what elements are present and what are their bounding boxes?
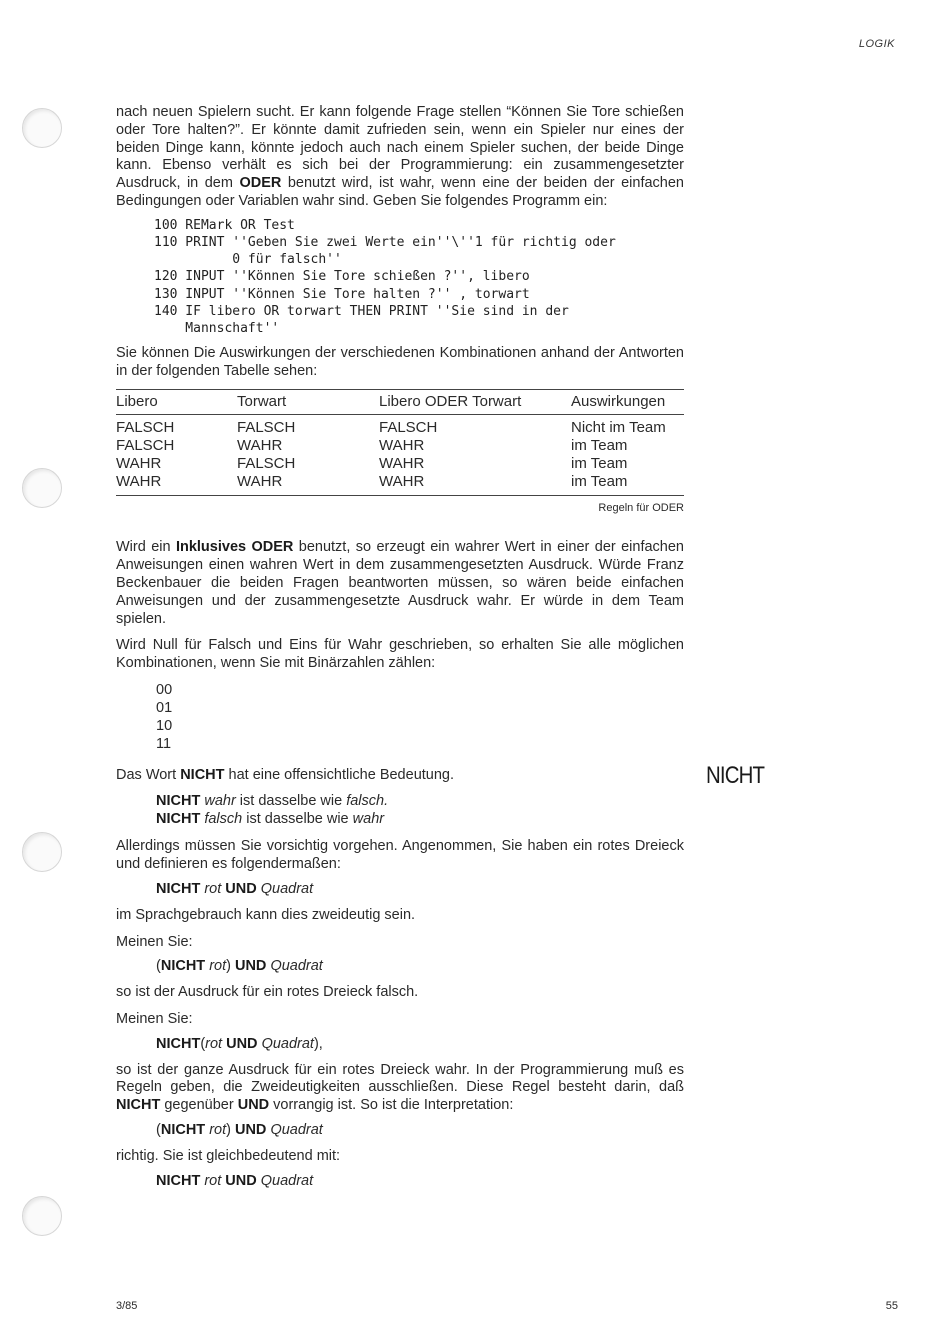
meinen-text: Meinen Sie: [116, 1010, 193, 1027]
table-header: Libero [116, 389, 237, 414]
table-cell: WAHR [237, 473, 379, 496]
code-line: Mannschaft'' [154, 321, 280, 336]
page-number: 55 [885, 1300, 898, 1312]
punch-hole [22, 108, 62, 148]
table-row [116, 414, 684, 437]
formula: NICHT rot UND Quadrat [156, 1172, 314, 1189]
table-cell: WAHR [379, 436, 425, 454]
table-row [116, 455, 684, 473]
ambiguous-text: im Sprachgebrauch kann dies zweideutig sein. [116, 906, 416, 923]
table-cell: FALSCH [379, 418, 438, 436]
binary-item: 11 [156, 735, 172, 752]
binary-item: 00 [156, 681, 173, 698]
binary-intro: Wird Null für Falsch und Eins für Wahr geschrieben, so erhalten Sie alle möglichen Kombinationen, wenn Sie mit Binärzahlen zählen: [116, 637, 684, 672]
table-cell: WAHR [116, 473, 237, 496]
table-cell: WAHR [116, 454, 162, 472]
table-cell: FALSCH [116, 418, 175, 436]
punch-hole [22, 832, 62, 872]
punch-hole [22, 468, 62, 508]
caution-paragraph: Allerdings müssen Sie vorsichtig vorgehen. Angenommen, Sie haben ein rotes Dreieck und definieren es folgendermaßen: [116, 838, 684, 873]
code-line: 100 REMark OR Test [154, 217, 295, 233]
inclusive-paragraph: Wird ein Inklusives ODER benutzt, so erzeugt ein wahrer Wert in einer der einfachen Anweisungen einen wahren Wert in dem zusammengesetzten Ausdruck. Würde Franz Beckenbauer die beiden Fragen beantworten müssen, so wären beide einfachen Anweisungen und der zusammengesetzte Ausdruck wahr. Er würde in dem Team spielen. [116, 539, 684, 627]
footer-date: 3/85 [116, 1300, 138, 1312]
binary-list [156, 681, 684, 753]
rule-paragraph: so ist der ganze Ausdruck für ein rotes Dreieck wahr. In der Programmierung muß es Regeln geben, die Zweideutigkeiten ausschließen. Diese Regel besteht darin, daß NICHT gegenüber UND vorrangig ist. So ist die Interpretation: [116, 1061, 684, 1114]
code-line: 110 PRINT ''Geben Sie zwei Werte ein''\''1 für richtig oder [154, 234, 616, 250]
formula: NICHT rot UND Quadrat [156, 880, 314, 897]
table-cell: Nicht im Team [571, 418, 666, 436]
table-row [116, 473, 684, 496]
code-line: 0 für falsch'' [154, 252, 342, 268]
table-row [116, 437, 684, 455]
table-caption: Regeln für ODER [598, 501, 684, 514]
formula: NICHT(rot UND Quadrat), [156, 1035, 323, 1052]
table-header: Libero ODER Torwart [379, 389, 571, 414]
table-cell: FALSCH [237, 454, 296, 472]
nicht-intro: Das Wort NICHT hat eine offensichtliche Bedeutung. [116, 766, 455, 783]
table-intro: Sie können Die Auswirkungen der verschiedenen Kombinationen anhand der Antworten in der folgenden Tabelle sehen: [116, 345, 684, 379]
code-line: 130 INPUT ''Können Sie Tore halten ?'' , torwart [154, 286, 530, 302]
code-line: 120 INPUT ''Können Sie Tore schießen ?'', libero [154, 269, 530, 285]
equiv-text: richtig. Sie ist gleichbedeutend mit: [116, 1147, 341, 1164]
code-line: 140 IF libero OR torwart THEN PRINT ''Sie sind in der [154, 303, 569, 319]
table-cell: FALSCH [237, 418, 296, 436]
table-cell: WAHR [237, 436, 283, 454]
table-header: Torwart [237, 389, 379, 414]
binary-item: 01 [156, 699, 173, 716]
table-cell: WAHR [379, 473, 571, 496]
side-heading-nicht: NICHT [706, 762, 765, 789]
or-rules-table [116, 389, 684, 496]
section-header: LOGIK [858, 38, 895, 50]
code-listing [154, 217, 684, 337]
formula: (NICHT rot) UND Quadrat [156, 1121, 323, 1138]
table-header: Auswirkungen [571, 389, 684, 414]
page-content [116, 104, 684, 1198]
binary-item: 10 [156, 717, 173, 734]
table-cell: WAHR [379, 454, 425, 472]
intro-paragraph: nach neuen Spielern sucht. Er kann folgende Frage stellen “Können Sie Tore schießen oder Tore halten?”. Er könnte damit zufrieden sein, wenn ein Spieler nur eines der beiden Dinge kann, könnte jedoch auch nach einem Spieler suchen, der beide Dinge kann. Ebenso verhält es sich bei der Programmierung: ein zusammengesetzter Ausdruck, in dem ODER benutzt wird, ist wahr, wenn eine der beiden der einfachen Bedingungen oder Variablen wahr sind. Geben Sie folgendes Programm ein: [116, 104, 684, 209]
table-cell: im Team [571, 454, 628, 472]
nicht-example: NICHT falsch ist dasselbe wie wahr [156, 810, 385, 827]
punch-hole [22, 1196, 62, 1236]
formula: (NICHT rot) UND Quadrat [156, 958, 323, 975]
false-text: so ist der Ausdruck für ein rotes Dreieck falsch. [116, 984, 419, 1001]
table-cell: im Team [571, 436, 628, 454]
table-cell: im Team [571, 473, 684, 496]
table-cell: FALSCH [116, 436, 175, 454]
meinen-text: Meinen Sie: [116, 933, 193, 950]
nicht-examples [156, 793, 684, 829]
nicht-example: NICHT wahr ist dasselbe wie falsch. [156, 792, 389, 809]
table-header-row [116, 389, 684, 414]
